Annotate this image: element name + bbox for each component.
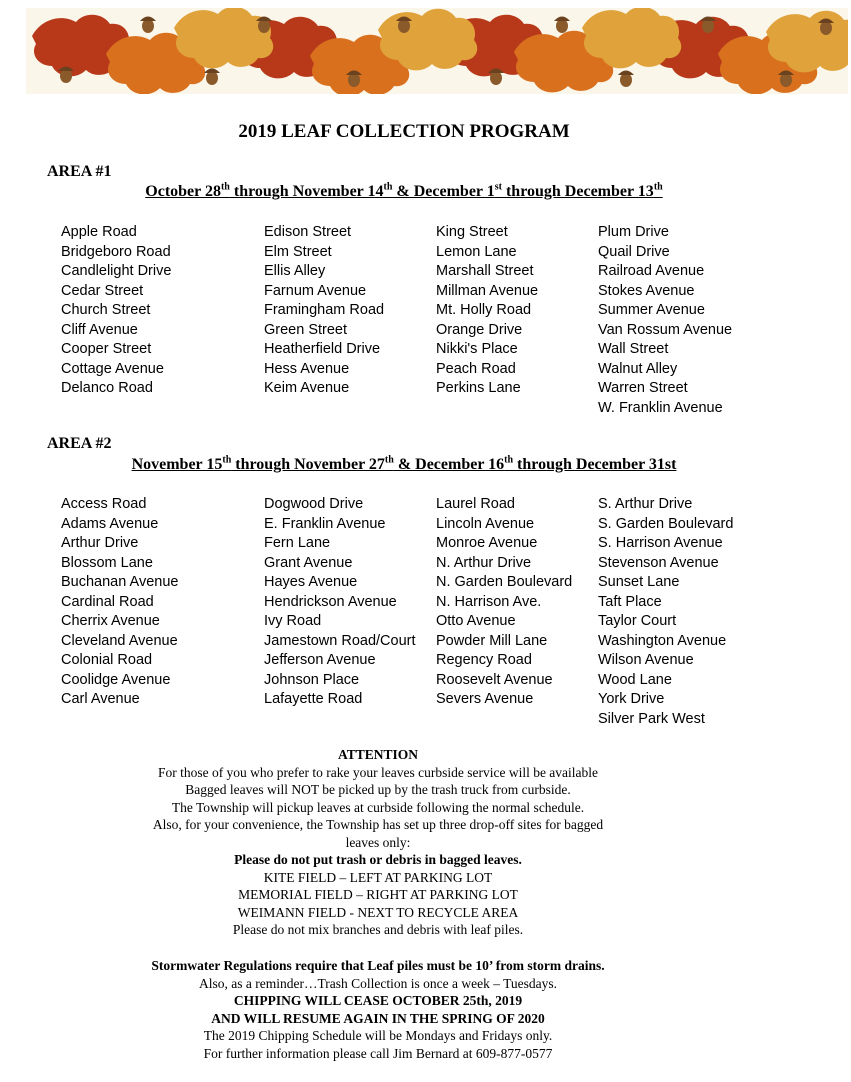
street-name: Green Street <box>264 321 348 338</box>
street-name: Hendrickson Avenue <box>264 593 397 610</box>
street-name: Cliff Avenue <box>61 321 138 338</box>
notice-line: Please do not mix branches and debris with leaf piles. <box>232 922 524 937</box>
street-name: Jefferson Avenue <box>264 652 376 668</box>
street-name: Walnut Alley <box>598 360 678 377</box>
street-name: Marshall Street <box>436 263 534 279</box>
street-name: Monroe Avenue <box>436 535 538 551</box>
street-name: Blossom Lane <box>61 554 153 571</box>
area-2-column-1 <box>61 495 178 710</box>
street-name: Mt. Holly Road <box>436 302 532 318</box>
street-name: Jamestown Road/Court <box>264 632 416 649</box>
street-name: Regency Road <box>436 652 532 668</box>
street-name: S. Garden Boulevard <box>598 515 734 532</box>
area-2-column-3 <box>436 495 572 710</box>
area-2-column-2 <box>264 495 416 710</box>
chipping-schedule: The 2019 Chipping Schedule will be Mondays and Fridays only. <box>203 1028 553 1043</box>
street-name: Edison Street <box>264 224 352 240</box>
attention-notice <box>0 746 756 939</box>
street-name: Colonial Road <box>61 652 153 668</box>
area-2-label: AREA #2 <box>47 435 112 452</box>
street-name: Wood Lane <box>598 671 672 688</box>
area-1-column-4 <box>598 223 732 418</box>
street-name: Quail Drive <box>598 243 670 260</box>
street-name: Warren Street <box>598 380 688 396</box>
street-name: King Street <box>436 224 508 240</box>
area-2-column-4 <box>598 495 733 729</box>
street-name: Grant Avenue <box>264 554 353 571</box>
street-name: S. Harrison Avenue <box>598 535 723 551</box>
street-name: Stevenson Avenue <box>598 554 719 571</box>
street-name: Farnum Avenue <box>264 282 367 299</box>
street-name: Heatherfield Drive <box>264 341 381 357</box>
street-name: Lemon Lane <box>436 243 517 260</box>
street-name: Stokes Avenue <box>598 282 695 299</box>
street-name: Lincoln Avenue <box>436 515 535 532</box>
street-name: Johnson Place <box>264 671 360 688</box>
street-name: Hayes Avenue <box>264 574 358 590</box>
street-name: Perkins Lane <box>436 380 521 396</box>
area-1-column-3 <box>436 223 538 399</box>
street-name: Coolidge Avenue <box>61 671 171 688</box>
street-name: Carl Avenue <box>61 691 140 707</box>
street-name: Van Rossum Avenue <box>598 321 733 338</box>
street-name: E. Franklin Avenue <box>264 515 386 532</box>
street-name: Cottage Avenue <box>61 360 164 377</box>
street-name: S. Arthur Drive <box>598 496 693 512</box>
street-name: Peach Road <box>436 360 516 377</box>
area-1-dates: October 28th through November 14th & December 1st through December 13th <box>145 181 663 200</box>
street-name: Bridgeboro Road <box>61 243 171 260</box>
chipping-cease: CHIPPING WILL CEASE OCTOBER 25th, 2019 <box>233 993 523 1008</box>
street-name: Roosevelt Avenue <box>436 671 553 688</box>
chipping-resume: AND WILL RESUME AGAIN IN THE SPRING OF 2020 <box>211 1010 545 1026</box>
street-name: Lafayette Road <box>264 691 363 707</box>
page-title: 2019 LEAF COLLECTION PROGRAM <box>238 121 570 142</box>
notice-line: The Township will pickup leaves at curbside following the normal schedule. <box>171 799 585 815</box>
street-name: Framingham Road <box>264 302 385 318</box>
notice-line: For those of you who prefer to rake your leaves curbside service will be available <box>157 764 599 780</box>
drop-off-site-2: MEMORIAL FIELD – RIGHT AT PARKING LOT <box>238 887 518 902</box>
street-name: Cedar Street <box>61 282 144 299</box>
area-2-dates: November 15th through November 27th & December 16th through December 31st <box>131 454 677 473</box>
street-name: Powder Mill Lane <box>436 632 548 649</box>
street-name: Railroad Avenue <box>598 263 705 279</box>
contact-info: For further information please call Jim Bernard at 609-877-0577 <box>203 1045 553 1061</box>
street-name: Ellis Alley <box>264 263 326 279</box>
street-name: Taft Place <box>598 593 662 610</box>
drop-off-site-1: KITE FIELD – LEFT AT PARKING LOT <box>263 869 493 885</box>
footer-notice <box>0 957 756 1062</box>
street-name: Summer Avenue <box>598 302 705 318</box>
street-name: Laurel Road <box>436 496 515 512</box>
trash-reminder: Also, as a reminder…Trash Collection is once a week – Tuesdays. <box>199 975 557 991</box>
street-name: Washington Avenue <box>598 632 727 649</box>
street-name: Wilson Avenue <box>598 652 694 668</box>
street-name: Otto Avenue <box>436 613 516 629</box>
street-name: Cleveland Avenue <box>61 632 178 649</box>
street-name: Orange Drive <box>436 321 523 338</box>
street-name: N. Garden Boulevard <box>436 574 573 590</box>
street-name: Wall Street <box>598 341 669 357</box>
street-name: Cherrix Avenue <box>61 613 160 629</box>
autumn-leaves-banner <box>26 8 848 94</box>
street-name: Apple Road <box>61 224 137 240</box>
notice-line: Also, for your convenience, the Township has set up three drop-off sites for bagged <box>152 817 604 832</box>
street-name: Severs Avenue <box>436 691 534 707</box>
street-name: Candlelight Drive <box>61 263 172 279</box>
area-1-column-1 <box>61 223 171 399</box>
drop-off-site-3: WEIMANN FIELD - NEXT TO RECYCLE AREA <box>237 904 519 920</box>
notice-warning: Please do not put trash or debris in bagged leaves. <box>234 852 522 867</box>
street-name: Hess Avenue <box>264 360 350 377</box>
area-1-label: AREA #1 <box>47 163 112 180</box>
attention-heading: ATTENTION <box>337 747 419 762</box>
street-name: Buchanan Avenue <box>61 574 179 590</box>
notice-line: Bagged leaves will NOT be picked up by the trash truck from curbside. <box>185 782 571 797</box>
street-name: Keim Avenue <box>264 380 350 396</box>
street-name: Delanco Road <box>61 380 153 396</box>
leaf-garland-image <box>26 8 848 94</box>
street-name: Nikki's Place <box>436 341 518 357</box>
street-name: Elm Street <box>264 243 332 260</box>
street-name: N. Harrison Ave. <box>436 593 542 610</box>
street-name: Access Road <box>61 496 147 512</box>
street-name: Ivy Road <box>264 613 322 629</box>
street-name: Adams Avenue <box>61 515 159 532</box>
street-name: Plum Drive <box>598 224 669 240</box>
street-name: Cooper Street <box>61 341 152 357</box>
street-name: Dogwood Drive <box>264 496 364 512</box>
area-1-column-2 <box>264 223 384 399</box>
street-name: Millman Avenue <box>436 282 539 299</box>
street-name: Fern Lane <box>264 535 331 551</box>
stormwater-regulation: Stormwater Regulations require that Leaf piles must be 10’ from storm drains. <box>151 958 605 973</box>
street-name: W. Franklin Avenue <box>598 399 723 416</box>
street-name: Cardinal Road <box>61 593 154 610</box>
street-name: Arthur Drive <box>61 535 139 551</box>
notice-line: leaves only: <box>345 834 411 850</box>
street-name: Church Street <box>61 302 151 318</box>
street-name: N. Arthur Drive <box>436 554 532 571</box>
street-name: Taylor Court <box>598 613 677 629</box>
street-name: Sunset Lane <box>598 574 680 590</box>
street-name: Silver Park West <box>598 710 705 727</box>
street-name: York Drive <box>598 691 665 707</box>
